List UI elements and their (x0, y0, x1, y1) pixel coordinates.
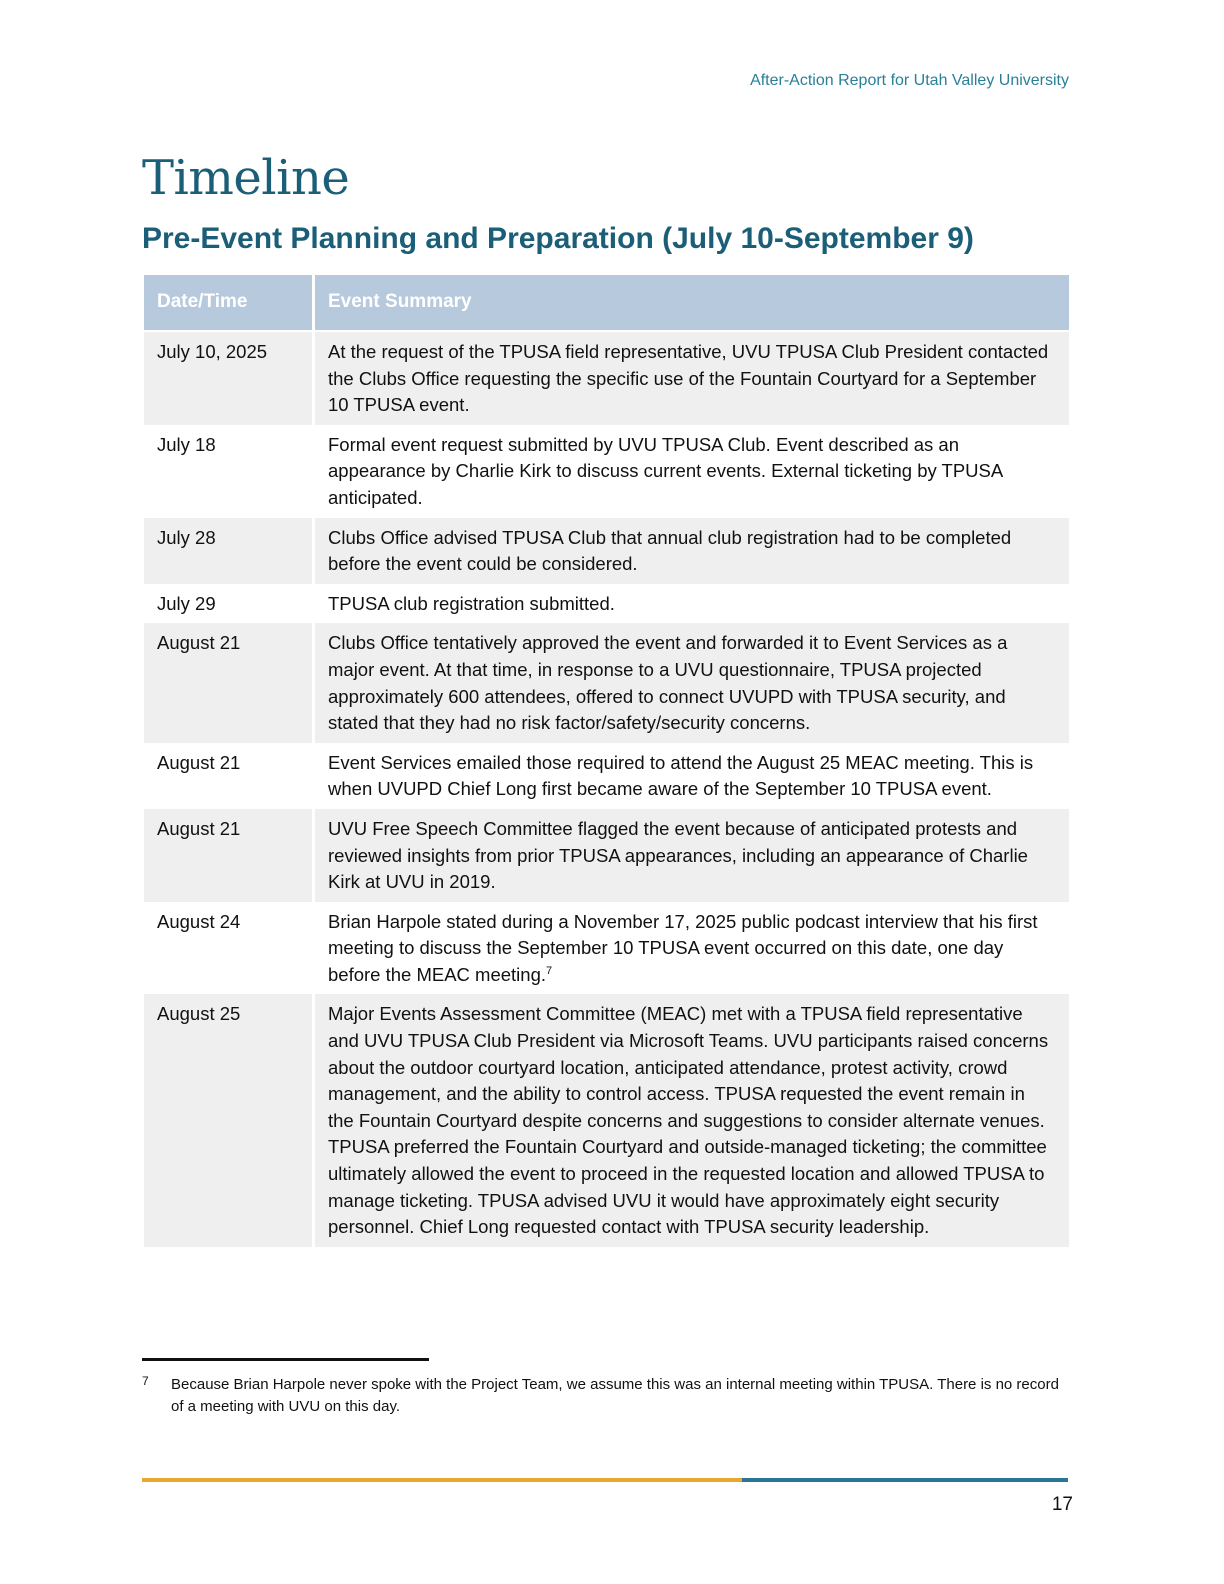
page-number: 17 (1051, 1494, 1073, 1515)
footnote (142, 1374, 1072, 1418)
footnote-separator (142, 1358, 429, 1361)
page-title: Timeline (142, 150, 350, 206)
footer-bar (142, 1478, 1068, 1482)
row-summary: Clubs Office tentatively approved the event and forwarded it to Event Services as a major event. At that time, in response to a UVU questionnaire, TPUSA projected approximately 600 attendees, offered to connect UVUPD with TPUSA security, and stated that they had no risk factor/safety/security concerns. (314, 623, 1070, 742)
row-date: August 25 (144, 994, 314, 1246)
footer-bar-blue-segment (742, 1478, 1068, 1482)
row-summary: Event Services emailed those required to attend the August 25 MEAC meeting. This is when UVUPD Chief Long first became aware of the September 10 TPUSA event. (314, 743, 1070, 809)
section-title: Pre-Event Planning and Preparation (July 10-September 9) (142, 222, 974, 255)
row-summary (314, 902, 1070, 995)
row-date: July 10, 2025 (144, 331, 314, 425)
row-summary: Major Events Assessment Committee (MEAC) met with a TPUSA field representative and UVU TPUSA Club President via Microsoft Teams. UVU participants raised concerns about the outdoor courtyard location, anticipated attendance, protest activity, crowd management, and the ability to control access. TPUSA requested the event remain in the Fountain Courtyard despite concerns and suggestions to consider alternate venues. TPUSA preferred the Fountain Courtyard and outside-managed ticketing; the committee ultimately allowed the event to proceed in the requested location and allowed TPUSA to manage ticketing. TPUSA advised UVU it would have approximately eight security personnel. Chief Long requested contact with TPUSA security leadership. (314, 994, 1070, 1246)
table-row (144, 425, 1069, 518)
row-summary: UVU Free Speech Committee flagged the event because of anticipated protests and reviewed insights from prior TPUSA appearances, including an appearance of Charlie Kirk at UVU in 2019. (314, 809, 1070, 902)
table-row (144, 623, 1069, 742)
row-summary: Formal event request submitted by UVU TPUSA Club. Event described as an appearance by Charlie Kirk to discuss current events. External ticketing by TPUSA anticipated. (314, 425, 1070, 518)
table-row (144, 809, 1069, 902)
table-row (144, 518, 1069, 584)
table-row (144, 994, 1069, 1246)
table-row (144, 902, 1069, 995)
row-date: August 24 (144, 902, 314, 995)
row-summary: TPUSA club registration submitted. (314, 584, 1070, 624)
table-row (144, 584, 1069, 624)
row-date: July 18 (144, 425, 314, 518)
row-date: July 29 (144, 584, 314, 624)
footnote-number: 7 (142, 1374, 149, 1388)
running-header: After-Action Report for Utah Valley University (750, 72, 1069, 89)
column-header-summary: Event Summary (314, 275, 1070, 331)
row-date: August 21 (144, 743, 314, 809)
row-summary: At the request of the TPUSA field representative, UVU TPUSA Club President contacted the Clubs Office requesting the specific use of the Fountain Courtyard for a September 10 TPUSA event. (314, 331, 1070, 425)
row-summary-text: Brian Harpole stated during a November 17, 2025 public podcast interview that his first meeting to discuss the September 10 TPUSA event occurred on this date, one day before the MEAC meeting. (328, 910, 1038, 985)
row-date: August 21 (144, 809, 314, 902)
table-header-row (144, 275, 1069, 331)
column-header-date: Date/Time (144, 275, 314, 331)
timeline-table (144, 275, 1069, 1247)
table-row (144, 743, 1069, 809)
row-summary: Clubs Office advised TPUSA Club that annual club registration had to be completed before the event could be considered. (314, 518, 1070, 584)
row-date: August 21 (144, 623, 314, 742)
footer-bar-gold-segment (142, 1478, 742, 1482)
table-row (144, 331, 1069, 425)
footnote-reference[interactable]: 7 (546, 964, 553, 977)
row-date: July 28 (144, 518, 314, 584)
footnote-text: Because Brian Harpole never spoke with the Project Team, we assume this was an internal meeting within TPUSA. There is no record of a meeting with UVU on this day. (171, 1376, 1059, 1415)
